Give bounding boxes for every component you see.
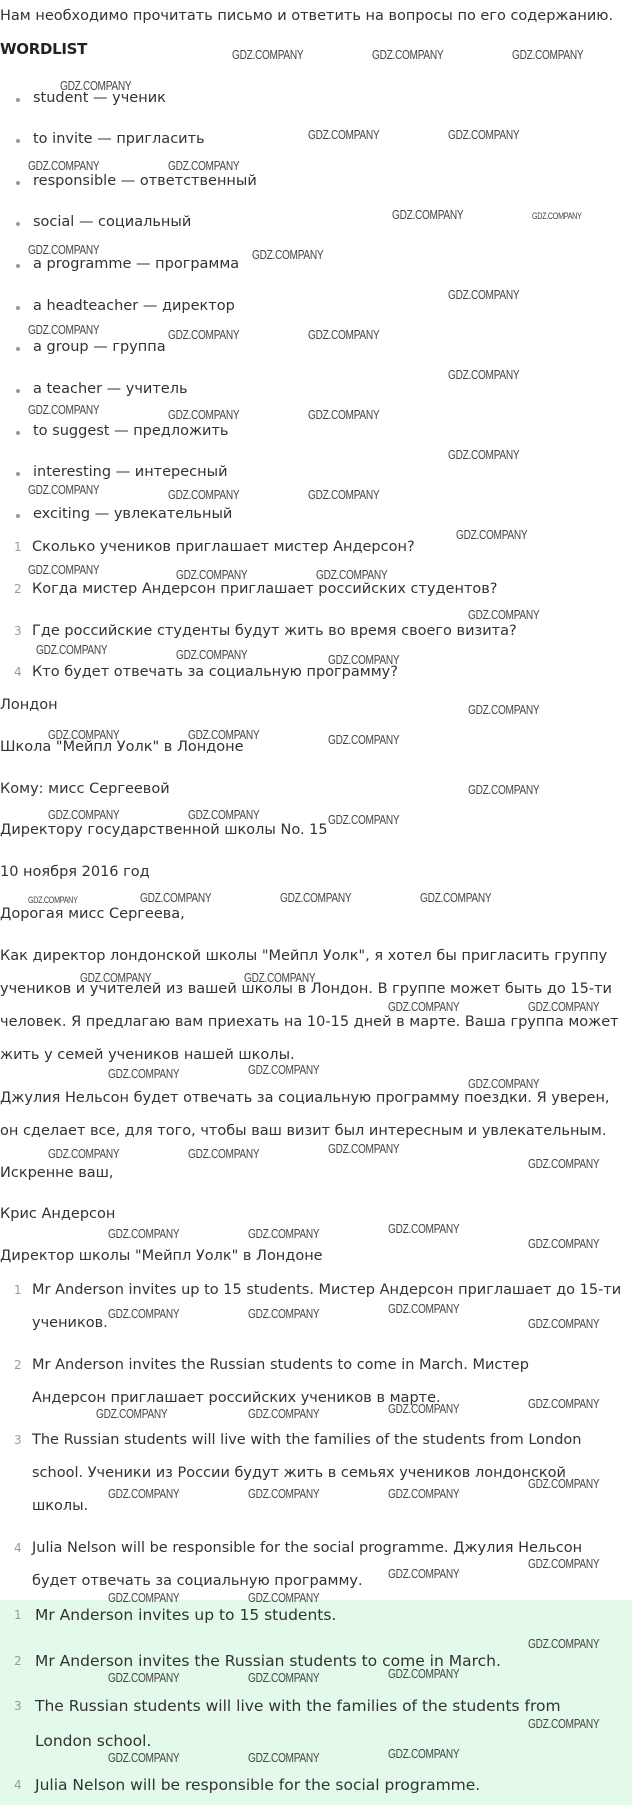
watermark: GDZ.COMPANY: [28, 562, 100, 577]
letter-body-line: учеников и учителей из вашей школы в Лондон. В группе может быть до 15-ти: [0, 981, 612, 997]
letter-date: 10 ноября 2016 год: [0, 864, 150, 880]
watermark: GDZ.COMPANY: [328, 812, 400, 827]
watermark: GDZ.COMPANY: [188, 807, 260, 822]
watermark: GDZ.COMPANY: [468, 607, 540, 622]
watermark: GDZ.COMPANY: [168, 407, 240, 422]
watermark: GDZ.COMPANY: [388, 1221, 460, 1236]
watermark: GDZ.COMPANY: [176, 567, 248, 582]
watermark: GDZ.COMPANY: [248, 1750, 320, 1765]
letter-body-line: Джулия Нельсон будет отвечать за социальную программу поездки. Я уверен,: [0, 1090, 610, 1106]
bullet-icon: [16, 264, 20, 268]
watermark: GDZ.COMPANY: [252, 247, 324, 262]
watermark: GDZ.COMPANY: [168, 158, 240, 173]
watermark: GDZ.COMPANY: [448, 367, 520, 382]
watermark: GDZ.COMPANY: [168, 327, 240, 342]
watermark: GDZ.COMPANY: [388, 1301, 460, 1316]
watermark: GDZ.COMPANY: [28, 402, 100, 417]
letter-to: Кому: мисс Сергеевой: [0, 781, 170, 797]
watermark: GDZ.COMPANY: [280, 890, 352, 905]
watermark: GDZ.COMPANY: [372, 47, 444, 62]
watermark: GDZ.COMPANY: [528, 1156, 600, 1171]
watermark: GDZ.COMPANY: [108, 1226, 180, 1241]
watermark: GDZ.COMPANY: [96, 1406, 168, 1421]
watermark: GDZ.COMPANY: [532, 211, 582, 221]
watermark: GDZ.COMPANY: [28, 322, 100, 337]
watermark: GDZ.COMPANY: [388, 1566, 460, 1581]
watermark: GDZ.COMPANY: [108, 1486, 180, 1501]
watermark: GDZ.COMPANY: [248, 1670, 320, 1685]
bullet-icon: [16, 347, 20, 351]
watermark: GDZ.COMPANY: [528, 1556, 600, 1571]
letter-signature: Крис Андерсон: [0, 1206, 116, 1222]
watermark: GDZ.COMPANY: [108, 1750, 180, 1765]
watermark: GDZ.COMPANY: [328, 732, 400, 747]
bullet-icon: [16, 139, 20, 143]
watermark: GDZ.COMPANY: [512, 47, 584, 62]
watermark: GDZ.COMPANY: [188, 727, 260, 742]
letter-title: Директор школы "Мейпл Уолк" в Лондоне: [0, 1248, 323, 1264]
bullet-icon: [16, 98, 20, 102]
watermark: GDZ.COMPANY: [448, 447, 520, 462]
watermark: GDZ.COMPANY: [36, 642, 108, 657]
watermark: GDZ.COMPANY: [528, 1236, 600, 1251]
page: Нам необходимо прочитать письмо и ответить на вопросы по его содержанию. WORDLIST student — ученик to invite — пригласить responsible — ответственный social — социальный a programme — программа a headteacher — директор a group — группа a teacher — учитель to suggest — предложить interesting — интересный exciting — увлекательный 1 Сколько учеников приглашает мистер Андерсон? 2 Когда мистер Андерсон приглашает российских студентов? 3 Где российские студенты будут жить во время своего визита? 4 Кто будет отвечать за социальную программу? Лондон Школа "Мейпл Уолк" в Лондоне Кому: мисс Сергеевой Директору государственной школы No. 15 10 ноября 2016 год Дорогая мисс Сергеева, Как директор лондонской школы "Мейпл Уолк", я хотел бы пригласить группу учеников и учителей из вашей школы в Лондон. В группе может быть до 15-ти человек. Я предлагаю вам приехать на 10-15 дней в марте. Ваша группа может жить у семей учеников нашей школы. Джулия Нельсон будет отвечать за социальную программу поездки. Я уверен, он сделает все, для того, чтобы ваш визит был интересным и увлекательным. Искренне ваш, Крис Андерсон Директор школы "Мейпл Уолк" в Лондоне 1 Mr Anderson invites up to 15 students. Мистер Андерсон приглашает до 15-ти учеников. 2 Mr Anderson invites the Russian students to come in March. Мистер Андерсон приглашает российских учеников в марте. 3 The Russian students will live with the families of the students from London school. Ученики из России будут жить в семьях учеников лондонской школы. 4 Julia Nelson will be responsible for the social programme. Джулия Нельсон будет отвечать за социальную программу. 1 Mr Anderson invites up to 15 students. 2 Mr Anderson invites the Russian students to come in March. 3 The Russian students will live with the families of the students from London school. 4 Julia Nelson will be responsible for the social programme. GDZ.COMPANY GDZ.COMPANY GDZ.COMPANY GDZ.COMPANY GDZ.COMPANY GDZ.COMPANY GDZ.COMPANY GDZ.COMPANY GDZ.COMPANY GDZ.COMPANY GDZ.COMPANY GDZ.COMPANY GDZ.COMPANY GDZ.COMPANY GDZ.COMPANY GDZ.COMPANY GDZ.COMPANY GDZ.COMPANY GDZ.COMPANY GDZ.COMPANY GDZ.COMPANY GDZ.COMPANY GDZ.COMPANY GDZ.COMPANY GDZ.COMPANY GDZ.COMPANY GDZ.COMPANY GDZ.COMPANY GDZ.COMPANY GDZ.COMPANY GDZ.COMPANY GDZ.COMPANY GDZ.COMPANY GDZ.COMPANY GDZ.COMPANY GDZ.COMPANY GDZ.COMPANY GDZ.COMPANY GDZ.COMPANY GDZ.COMPANY GDZ.COMPANY GDZ.COMPANY GDZ.COMPANY GDZ.COMPANY GDZ.COMPANY GDZ.COMPANY GDZ.COMPANY GDZ.COMPANY GDZ.COMPANY GDZ.COMPANY GDZ.COMPANY GDZ.COMPANY GDZ.COMPANY GDZ.COMPANY GDZ.COMPANY GDZ.COMPANY GDZ.COMPANY GDZ.COMPANY GDZ.COMPANY GDZ.COMPANY GDZ.COMPANY GDZ.COMPANY GDZ.COMPANY GDZ.COMPANY GDZ.COMPANY GDZ.COMPANY GDZ.COMPANY GDZ.COMPANY GDZ.COMPANY GDZ.COMPANY GDZ.COMPANY GDZ.COMPANY GDZ.COMPANY GDZ.COMPANY GDZ.COMPANY GDZ.COMPANY GDZ.COMPANY GDZ.COMPANY GDZ.COMPANY GDZ.COMPANY GDZ.COMPANY GDZ.COMPANY GDZ.COMPANY: [0, 0, 632, 1805]
watermark: GDZ.COMPANY: [108, 1670, 180, 1685]
watermark: GDZ.COMPANY: [308, 127, 380, 142]
watermark: GDZ.COMPANY: [48, 727, 120, 742]
bullet-icon: [16, 306, 20, 310]
watermark: GDZ.COMPANY: [468, 702, 540, 717]
watermark: GDZ.COMPANY: [60, 78, 132, 93]
bullet-icon: [16, 222, 20, 226]
watermark: GDZ.COMPANY: [48, 1146, 120, 1161]
watermark: GDZ.COMPANY: [316, 567, 388, 582]
watermark: GDZ.COMPANY: [328, 1141, 400, 1156]
letter-body-line: человек. Я предлагаю вам приехать на 10-15 дней в марте. Ваша группа может: [0, 1014, 619, 1030]
watermark: GDZ.COMPANY: [248, 1590, 320, 1605]
watermark: GDZ.COMPANY: [328, 652, 400, 667]
watermark: GDZ.COMPANY: [528, 999, 600, 1014]
watermark: GDZ.COMPANY: [388, 1486, 460, 1501]
watermark: GDZ.COMPANY: [248, 1306, 320, 1321]
watermark: GDZ.COMPANY: [468, 782, 540, 797]
watermark: GDZ.COMPANY: [448, 127, 520, 142]
watermark: GDZ.COMPANY: [528, 1716, 600, 1731]
watermark: GDZ.COMPANY: [80, 970, 152, 985]
watermark: GDZ.COMPANY: [48, 807, 120, 822]
watermark: GDZ.COMPANY: [28, 158, 100, 173]
bullet-icon: [16, 181, 20, 185]
watermark: GDZ.COMPANY: [248, 1226, 320, 1241]
watermark: GDZ.COMPANY: [188, 1146, 260, 1161]
watermark: GDZ.COMPANY: [140, 890, 212, 905]
letter-body-line: он сделает все, для того, чтобы ваш визит был интересным и увлекательным.: [0, 1123, 607, 1139]
watermark: GDZ.COMPANY: [456, 527, 528, 542]
watermark: GDZ.COMPANY: [420, 890, 492, 905]
watermark: GDZ.COMPANY: [388, 1746, 460, 1761]
letter-greeting: Дорогая мисс Сергеева,: [0, 906, 185, 922]
bullet-icon: [16, 514, 20, 518]
bullet-icon: [16, 431, 20, 435]
watermark: GDZ.COMPANY: [28, 482, 100, 497]
wordlist-title: WORDLIST: [0, 40, 88, 58]
watermark: GDZ.COMPANY: [248, 1062, 320, 1077]
watermark: GDZ.COMPANY: [108, 1306, 180, 1321]
bullet-icon: [16, 389, 20, 393]
watermark: GDZ.COMPANY: [248, 1406, 320, 1421]
intro-text: Нам необходимо прочитать письмо и ответить на вопросы по его содержанию.: [0, 8, 614, 24]
watermark: GDZ.COMPANY: [244, 970, 316, 985]
watermark: GDZ.COMPANY: [528, 1316, 600, 1331]
watermark: GDZ.COMPANY: [308, 487, 380, 502]
letter-city: Лондон: [0, 697, 58, 713]
letter-body-line: Как директор лондонской школы "Мейпл Уолк", я хотел бы пригласить группу: [0, 948, 608, 964]
watermark: GDZ.COMPANY: [176, 647, 248, 662]
watermark: GDZ.COMPANY: [388, 999, 460, 1014]
watermark: GDZ.COMPANY: [108, 1590, 180, 1605]
watermark: GDZ.COMPANY: [388, 1666, 460, 1681]
watermark: GDZ.COMPANY: [528, 1476, 600, 1491]
watermark: GDZ.COMPANY: [392, 207, 464, 222]
watermark: GDZ.COMPANY: [308, 327, 380, 342]
letter-closing: Искренне ваш,: [0, 1165, 114, 1181]
letter-school: Школа "Мейпл Уолк" в Лондоне: [0, 739, 244, 755]
letter-recipient: Директору государственной школы No. 15: [0, 822, 328, 838]
watermark: GDZ.COMPANY: [108, 1066, 180, 1081]
watermark: GDZ.COMPANY: [388, 1401, 460, 1416]
watermark: GDZ.COMPANY: [248, 1486, 320, 1501]
watermark: GDZ.COMPANY: [468, 1076, 540, 1091]
bullet-icon: [16, 472, 20, 476]
watermark: GDZ.COMPANY: [232, 47, 304, 62]
watermark: GDZ.COMPANY: [308, 407, 380, 422]
letter-body-line: жить у семей учеников нашей школы.: [0, 1047, 295, 1063]
watermark: GDZ.COMPANY: [528, 1396, 600, 1411]
watermark: GDZ.COMPANY: [28, 895, 78, 905]
watermark: GDZ.COMPANY: [28, 242, 100, 257]
watermark: GDZ.COMPANY: [168, 487, 240, 502]
watermark: GDZ.COMPANY: [528, 1636, 600, 1651]
watermark: GDZ.COMPANY: [448, 287, 520, 302]
